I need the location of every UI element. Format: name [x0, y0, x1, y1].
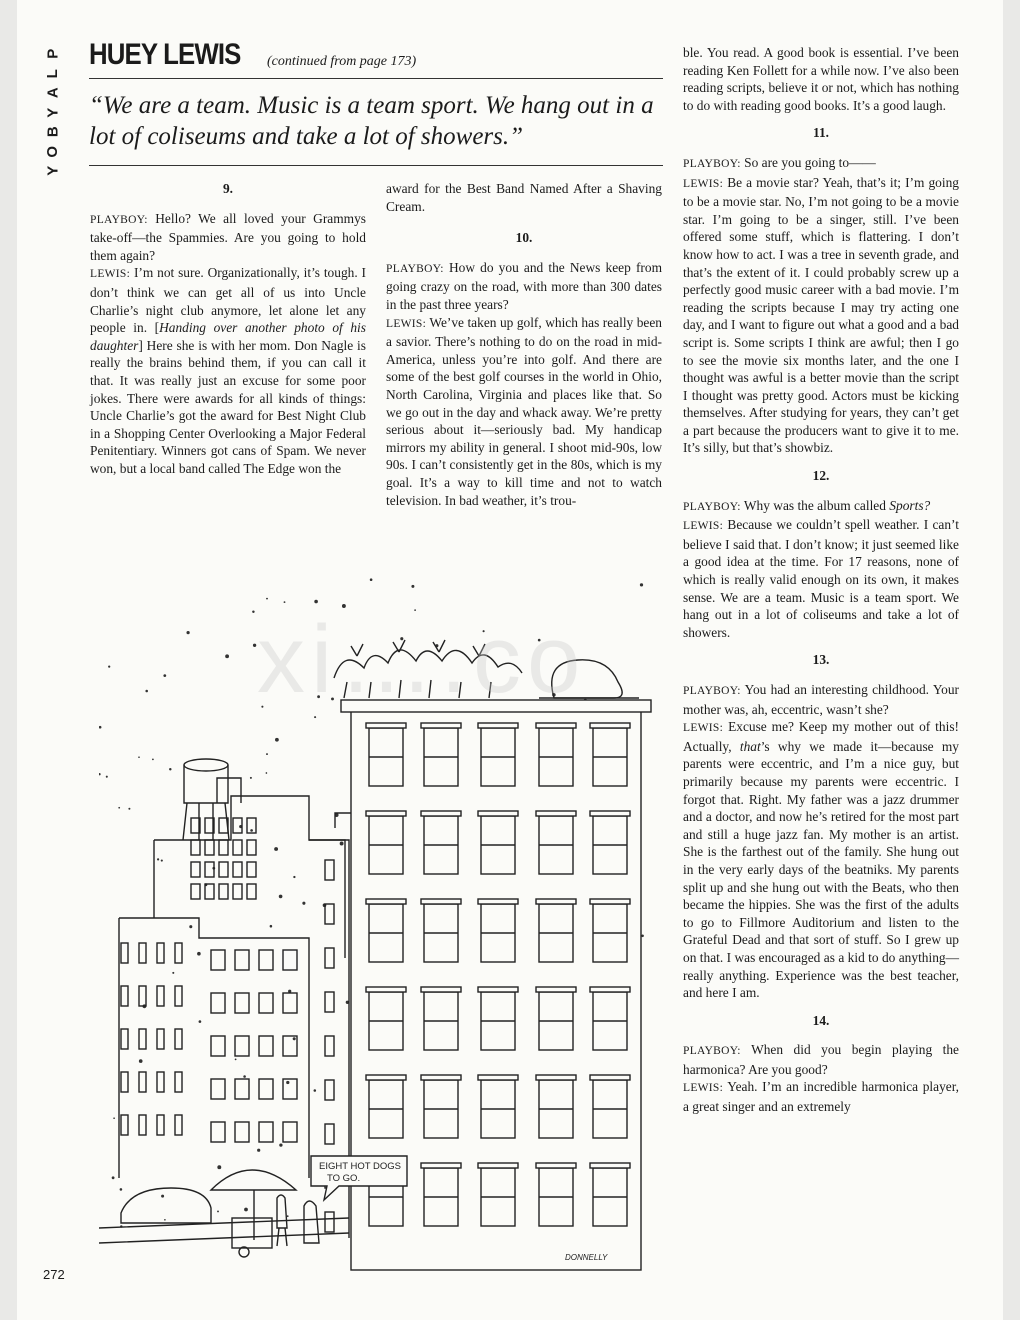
snowflake: [199, 1020, 202, 1023]
small-window: [211, 993, 225, 1013]
snowflake: [172, 972, 174, 974]
snowflake: [370, 578, 373, 581]
snowflake: [152, 759, 154, 761]
snowflake: [243, 1075, 246, 1078]
snowflake: [120, 1188, 123, 1191]
snowflake: [342, 604, 346, 608]
answer-italic: Handing over another photo of his daughter: [90, 320, 366, 353]
answer-13: [683, 718, 959, 1002]
snowflake: [314, 716, 316, 718]
small-window: [191, 884, 200, 899]
snowflake: [293, 1037, 296, 1040]
small-window: [233, 840, 242, 855]
sidebar-letter: P: [44, 48, 62, 59]
article-title: HUEY LEWIS: [89, 38, 241, 71]
speaker-playboy: PLAYBOY:: [683, 1045, 741, 1058]
small-window: [121, 1115, 128, 1135]
snowflake: [261, 706, 263, 708]
window-lintel: [478, 723, 518, 728]
answer-text: ] Here she is with her mom. Don Nagle is really the brains behind them, if you can call it that. It was really just an excuse for some poor jokes. There were awards for all kinds of things: Uncle Charlie’s got the award for Best Night Club in a Shopping Center Overlooking a Major Federal Penitentiary. Winners got cans of Spam. We never won, but a local band called The Edge won the: [90, 337, 366, 476]
small-window: [139, 943, 146, 963]
customer-figure: [304, 1201, 319, 1243]
window-lintel: [590, 899, 630, 904]
snowflake: [164, 1219, 166, 1221]
question-number: 11.: [813, 125, 829, 141]
speaker-playboy: PLAYBOY:: [90, 213, 148, 226]
small-window: [259, 1122, 273, 1142]
window-lintel: [478, 1163, 518, 1168]
snowflake: [197, 952, 201, 956]
window-lintel: [536, 899, 576, 904]
text-column-2: [386, 180, 662, 509]
window-lintel: [536, 987, 576, 992]
answer-12: [683, 516, 959, 641]
snowflake: [286, 1081, 289, 1084]
snowflake: [275, 738, 279, 742]
sidebar-magazine-label: [43, 44, 63, 181]
small-window: [205, 840, 214, 855]
small-window: [175, 943, 182, 963]
snowflake: [266, 772, 268, 774]
snowflake: [641, 935, 644, 938]
sidebar-letter: Y: [44, 107, 62, 118]
answer-text: Yeah. I’m an incredible harmonica player, a great singer and an extremely: [683, 1079, 959, 1115]
window-lintel: [478, 987, 518, 992]
small-window: [157, 1072, 164, 1092]
window-lintel: [366, 987, 406, 992]
small-window: [139, 1072, 146, 1092]
snowflake: [411, 585, 414, 588]
snowflake: [235, 1059, 237, 1061]
small-window: [325, 904, 334, 924]
snowflake: [266, 598, 268, 600]
snowflake: [317, 695, 320, 698]
small-window: [219, 840, 228, 855]
small-window: [259, 1079, 273, 1099]
window-lintel: [366, 899, 406, 904]
snowflake: [189, 925, 192, 928]
snowflake: [302, 902, 305, 905]
window-lintel: [421, 723, 461, 728]
window-lintel: [421, 987, 461, 992]
answer-text: I’m not sure. Organizationally, it’s tough. I don’t think we can get all of us into Uncle Charlie’s night club anymore, let alone let any people in. [: [90, 265, 366, 336]
window-lintel: [536, 1163, 576, 1168]
question-text: When did you begin playing the harmonica? Are you good?: [683, 1042, 959, 1077]
question-text: Hello? We all loved your Grammys take-off—the Spammies. Are you going to hold them again?: [90, 210, 366, 263]
snowflake: [106, 776, 108, 778]
answer-text: Be a movie star? Yeah, that’s it; I’m going to be a movie star. No, I’m not going to be a movie star. I’m going to be a singer, still. I’ve been offered some stuff, which is flattering. I don’t know how to act. I was a tree in seventh grade, and that’s the extent of it. I could probably screw up a perfectly good music career with a bad movie. I’m reading the scripts because I may try acting one day, and I want to figure out what a good and a bad script is. Some scripts I think are awful; then I go to see the movie six months later, and the one I thought was awful is a better movie than the script I thought was pretty good. Actors must be kicking themselves. After studying for years, they can’t get a part because the producers want to give it to me. It’s silly, but that’s showbiz.: [683, 174, 959, 456]
snowflake: [279, 895, 283, 899]
pull-quote: “We are a team. Music is a team sport. We hang out in a lot of coliseums and take a lot of showers.”: [89, 92, 654, 150]
window-lintel: [590, 811, 630, 816]
small-window: [283, 993, 297, 1013]
sidebar-letter: O: [44, 145, 62, 158]
speaker-lewis: LEWIS:: [90, 268, 131, 281]
snowflake: [161, 860, 163, 862]
car-icon: [121, 1188, 211, 1223]
small-window: [157, 1029, 164, 1049]
snowflake: [266, 753, 268, 755]
small-window: [211, 1079, 225, 1099]
snowflake: [257, 1149, 260, 1152]
speaker-lewis: LEWIS:: [386, 317, 427, 330]
small-window: [247, 840, 256, 855]
question-number: 9.: [222, 181, 234, 196]
speaker-playboy: PLAYBOY:: [683, 500, 741, 513]
snowflake: [99, 726, 101, 729]
small-window: [259, 1036, 273, 1056]
window-lintel: [366, 1075, 406, 1080]
cartoon-illustration: [99, 578, 659, 1278]
page-number: 272: [43, 1267, 65, 1282]
snowflake: [250, 829, 253, 832]
answer-14: [683, 1078, 959, 1115]
sidebar-letter: Y: [44, 165, 62, 176]
snowflake: [169, 768, 171, 770]
small-window: [121, 1029, 128, 1049]
snowflake: [252, 611, 254, 613]
umbrella-icon: [211, 1170, 296, 1240]
small-window: [247, 884, 256, 899]
question-text: How do you and the News keep from going crazy on the road, with more than 300 dates in the past three years?: [386, 259, 662, 312]
snowflake: [287, 1215, 289, 1217]
text-column-3: [683, 44, 959, 1116]
snowflake: [331, 697, 334, 700]
question-9: [90, 210, 366, 265]
small-window: [121, 986, 128, 1006]
small-window: [157, 1115, 164, 1135]
snowflake: [483, 630, 485, 632]
answer-10: [386, 314, 662, 510]
answer-11: [683, 174, 959, 458]
snowflake: [138, 756, 140, 758]
question-italic: Sports?: [889, 497, 931, 513]
snowflake: [270, 925, 273, 928]
snowflake: [314, 1089, 317, 1092]
snowflake: [217, 1210, 219, 1212]
small-window: [235, 950, 249, 970]
snowflake: [113, 1117, 115, 1119]
small-window: [175, 1029, 182, 1049]
sidebar-letter: A: [44, 87, 62, 99]
small-window: [211, 1036, 225, 1056]
window-lintel: [590, 1075, 630, 1080]
small-window: [121, 943, 128, 963]
snowflake: [414, 609, 416, 611]
snowflake: [284, 601, 286, 603]
speech-text-2: TO GO.: [327, 1173, 361, 1184]
small-window: [325, 948, 334, 968]
small-window: [283, 1079, 297, 1099]
speaker-lewis: LEWIS:: [683, 1082, 724, 1095]
snowflake: [225, 654, 229, 658]
snowflake: [244, 1208, 248, 1212]
snowflake: [112, 1176, 115, 1179]
snowflake: [293, 876, 295, 878]
roof-ledge: [341, 700, 651, 712]
small-window: [247, 862, 256, 877]
window-lintel: [366, 723, 406, 728]
window-lintel: [478, 899, 518, 904]
sidebar-letter: B: [44, 126, 62, 138]
window-lintel: [536, 1075, 576, 1080]
small-window: [325, 1212, 334, 1232]
snowflake: [340, 842, 344, 846]
artist-signature: DONNELLY: [565, 1253, 608, 1262]
small-tower-building: [217, 778, 241, 803]
window-lintel: [536, 723, 576, 728]
question-text: You had an interesting childhood. Your mother was, ah, eccentric, wasn’t she?: [683, 682, 959, 717]
water-tower-icon: [183, 759, 229, 840]
small-window: [235, 1036, 249, 1056]
small-window: [205, 862, 214, 877]
snowflake: [538, 639, 541, 642]
window-lintel: [536, 811, 576, 816]
small-window: [235, 1079, 249, 1099]
magazine-page: [17, 0, 1003, 1320]
window-lintel: [590, 987, 630, 992]
question-12: [683, 497, 959, 517]
speaker-playboy: PLAYBOY:: [683, 685, 741, 697]
small-window: [139, 1029, 146, 1049]
small-window: [139, 1115, 146, 1135]
answer-10-continued: ble. You read. A good book is essential. I’ve been reading Ken Follett for a while now. I’ve also been reading scripts, believe it or not, which has nothing to do with reading good books. It’s a good laugh.: [683, 45, 959, 113]
window-lintel: [421, 899, 461, 904]
speaker-lewis: LEWIS:: [683, 722, 724, 735]
window-lintel: [590, 1163, 630, 1168]
small-window: [325, 1036, 334, 1056]
small-window: [283, 950, 297, 970]
question-13: [683, 681, 959, 718]
question-number: 14.: [812, 1012, 830, 1028]
lower-left-building: [119, 918, 309, 1178]
question-text: Why was the album called: [743, 497, 890, 513]
snowflake: [253, 644, 256, 647]
window-lintel: [590, 723, 630, 728]
small-window: [175, 986, 182, 1006]
article-header: [89, 38, 663, 79]
small-window: [259, 950, 273, 970]
small-window: [211, 1122, 225, 1142]
snowflake: [274, 847, 278, 851]
small-window: [233, 884, 242, 899]
question-14: [683, 1041, 959, 1078]
small-window: [139, 986, 146, 1006]
small-window: [205, 884, 214, 899]
small-window: [175, 1072, 182, 1092]
small-window: [325, 1080, 334, 1100]
text-column-1: [90, 176, 366, 478]
small-window: [259, 993, 273, 1013]
small-window: [175, 1115, 182, 1135]
small-window: [211, 950, 225, 970]
snowflake: [163, 674, 166, 677]
snowflake: [250, 777, 252, 779]
question-number: 13.: [812, 652, 830, 668]
small-window: [235, 993, 249, 1013]
snowflake: [118, 807, 120, 809]
speaker-playboy: PLAYBOY:: [386, 262, 444, 275]
answer-italic: that: [739, 738, 761, 754]
speaker-playboy: PLAYBOY:: [683, 157, 741, 170]
sleigh-reindeer-icon: [334, 640, 639, 698]
question-10: [386, 259, 662, 314]
snowflake: [161, 1195, 164, 1198]
answer-9-continued: award for the Best Band Named After a Shaving Cream.: [386, 181, 662, 214]
sidewalk: [99, 1218, 349, 1243]
small-window: [157, 943, 164, 963]
small-window: [233, 862, 242, 877]
question-number: 12.: [812, 468, 830, 484]
question-number: 10.: [515, 230, 533, 246]
speaker-lewis: LEWIS:: [683, 520, 724, 533]
answer-text: Excuse me? Keep my mother out of this! Actually,: [683, 719, 959, 754]
snowflake: [157, 858, 159, 860]
small-window: [121, 1072, 128, 1092]
answer-9: [90, 264, 366, 477]
snowflake: [279, 1143, 282, 1146]
small-window: [325, 1124, 334, 1144]
window-lintel: [366, 811, 406, 816]
small-window: [157, 986, 164, 1006]
watermark: xi….co: [257, 606, 587, 713]
small-window: [191, 862, 200, 877]
window-lintel: [421, 1163, 461, 1168]
window-lintel: [421, 811, 461, 816]
answer-text: ’s why we made it—because my parents were eccentric, and I’m a nice guy, but primarily because my parents were eccentric. I forgot that. Right. My father was a jazz drummer and a doctor, and now he’s retired for the most part and still a huge jazz fan. My mother is an artist. She is the farthest out of the family. She hung out in the very early days of the beatniks. My parents split up and she hung out with the Beats, who then became the hippies. She was the first of the adults to go to Fillmore Auditorium and listen to the Grateful Dead and that sort of stuff. So I grew up on that. I was encouraged as a kid to do anything—really anything. Experience was the best teacher, and here I am.: [683, 738, 959, 1001]
snowflake: [186, 631, 189, 634]
window-lintel: [478, 1075, 518, 1080]
snowflake: [139, 1059, 143, 1063]
window-lintel: [478, 811, 518, 816]
snowflake: [400, 637, 403, 640]
speech-text-1: EIGHT HOT DOGS: [319, 1161, 401, 1172]
window-lintel: [421, 1075, 461, 1080]
answer-text: We’ve taken up golf, which has really been a savior. There’s nothing to do on the road in mid-America, unless you’re into golf. And there are some of the best golf courses in the world in Ohio, North Carolina, Virginia and places like that. So we go out in the day and whack away. We’re pretty serious about it—seriously bad. My handicap mirrors my ability in general. I shoot mid-90s, low 90s. I can’t consistently get in the 80s, which is my goal. It’s a way to kill time and not to watch television. In bad weather, it’s trou-: [386, 314, 662, 508]
sidebar-letter: L: [44, 68, 62, 78]
snowflake: [145, 690, 148, 693]
snowflake: [217, 1165, 221, 1169]
pull-quote-rule: [89, 165, 663, 166]
small-window: [191, 840, 200, 855]
small-windows: [121, 818, 334, 1232]
snowflake: [99, 773, 101, 775]
snowflake: [108, 666, 110, 668]
small-window: [283, 1122, 297, 1142]
small-window: [325, 860, 334, 880]
answer-text: Because we couldn’t spell weather. I can’t believe I said that. I don’t know; it just seemed like a good idea at the time. For 17 reasons, none of which is really valid enough on its own, it makes sense. We are a team. Music is a team sport. We hang out in a lot of coliseums and take a lot of showers.: [683, 517, 959, 640]
speaker-lewis: LEWIS:: [683, 177, 724, 190]
small-window: [219, 862, 228, 877]
small-window: [219, 884, 228, 899]
small-window: [235, 1122, 249, 1142]
small-window: [325, 992, 334, 1012]
question-text: So are you going to——: [744, 154, 876, 170]
snowflake: [640, 583, 643, 586]
continued-note: (continued from page 173): [267, 54, 417, 69]
snowflake: [314, 600, 318, 604]
snowflake: [128, 808, 130, 810]
question-11: [683, 154, 959, 174]
